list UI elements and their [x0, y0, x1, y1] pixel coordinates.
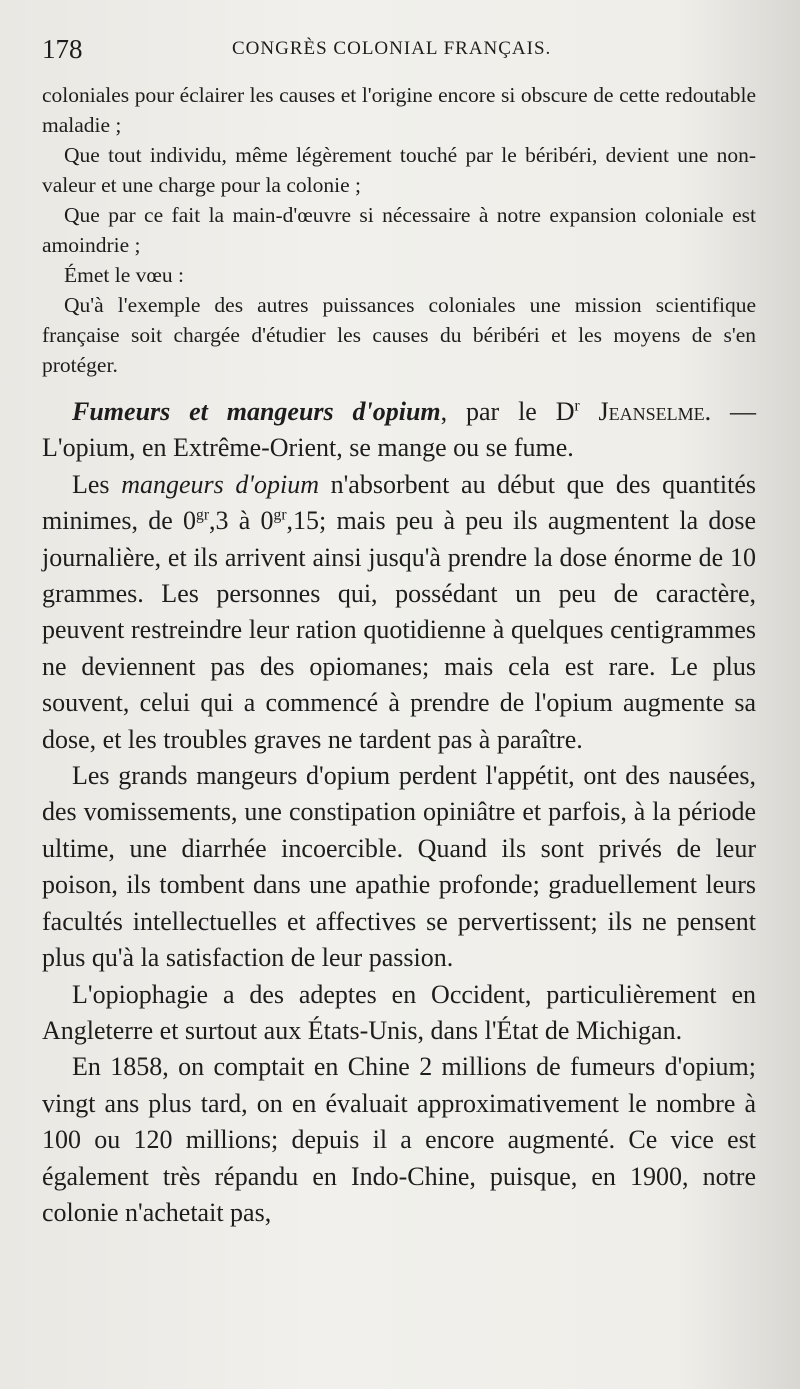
page-number: 178	[42, 34, 83, 64]
author-name: Jeanselme.	[598, 397, 712, 426]
resolution-text	[42, 80, 756, 380]
byline-text: , par le	[440, 397, 556, 426]
page-header	[42, 34, 756, 70]
resolution-paragraph: Émet le vœu :	[64, 263, 185, 287]
resolution-paragraph: Que par ce fait la main-d'œuvre si nécessaire à notre expansion coloniale est amoindrie ;	[42, 203, 756, 257]
text-run: ,15; mais peu à peu ils augmentent la dose journalière, et ils arrivent ainsi jusqu'à prendre la dose énorme de 10 grammes. Les personnes qui, possédant un peu de caractère, peuvent restreindre leur ration quotidienne à quelques centigrammes ne deviennent pas des opiomanes; mais cela est rare. Le plus souvent, celui qui a commencé à prendre de l'opium augmente sa dose, et les troubles graves ne tardent pas à paraître.	[42, 506, 756, 754]
unit-sup: gr	[196, 506, 210, 524]
article-paragraph: L'opiophagie a des adeptes en Occident, particulièrement en Angleterre et surtout aux États-Unis, dans l'État de Michigan.	[42, 979, 756, 1045]
doctor-abbrev-sup: r	[574, 397, 580, 415]
running-head: CONGRÈS COLONIAL FRANÇAIS.	[232, 38, 552, 59]
intro-text: — L'opium, en Extrême-Orient, se mange ou se fume.	[42, 397, 757, 463]
article-heading-paragraph	[42, 394, 756, 467]
text-run: n'absorbent au début que des quantités minimes, de 0	[42, 469, 756, 536]
resolution-paragraph: Qu'à l'exemple des autres puissances coloniales une mission scientifique française soit chargée d'étudier les causes du béribéri et les moyens de s'en protéger.	[42, 293, 756, 377]
italic-term: mangeurs d'opium	[121, 469, 319, 499]
text-run: ,3 à 0	[209, 506, 274, 536]
resolution-paragraph: coloniales pour éclairer les causes et l'origine encore si obscure de cette redoutable maladie ;	[42, 83, 756, 137]
unit-sup: gr	[273, 506, 287, 524]
article-paragraph: En 1858, on comptait en Chine 2 millions de fumeurs d'opium; vingt ans plus tard, on en évaluait approximativement le nombre à 100 ou 120 millions; depuis il a encore augmenté. Ce vice est également très répandu en Indo-Chine, puisque, en 1900, notre colonie n'achetait pas,	[42, 1052, 756, 1227]
article-paragraph	[42, 467, 756, 758]
doctor-abbrev: D	[555, 397, 575, 426]
resolution-paragraph: Que tout individu, même légèrement touché par le béribéri, devient une non-valeur et une charge pour la colonie ;	[42, 143, 756, 197]
text-run: Les	[72, 469, 122, 499]
article-paragraph: Les grands mangeurs d'opium perdent l'appétit, ont des nausées, des vomissements, une constipation opiniâtre et parfois, à la période ultime, une diarrhée incoercible. Quand ils sont privés de leur poison, ils tombent dans une apathie profonde; graduellement leurs facultés intellectuelles et affectives se pervertissent; ils ne pensent plus qu'à la satisfaction de leur passion.	[42, 761, 756, 973]
article-title: Fumeurs et mangeurs d'opium	[72, 397, 441, 426]
article-body	[42, 394, 756, 1231]
